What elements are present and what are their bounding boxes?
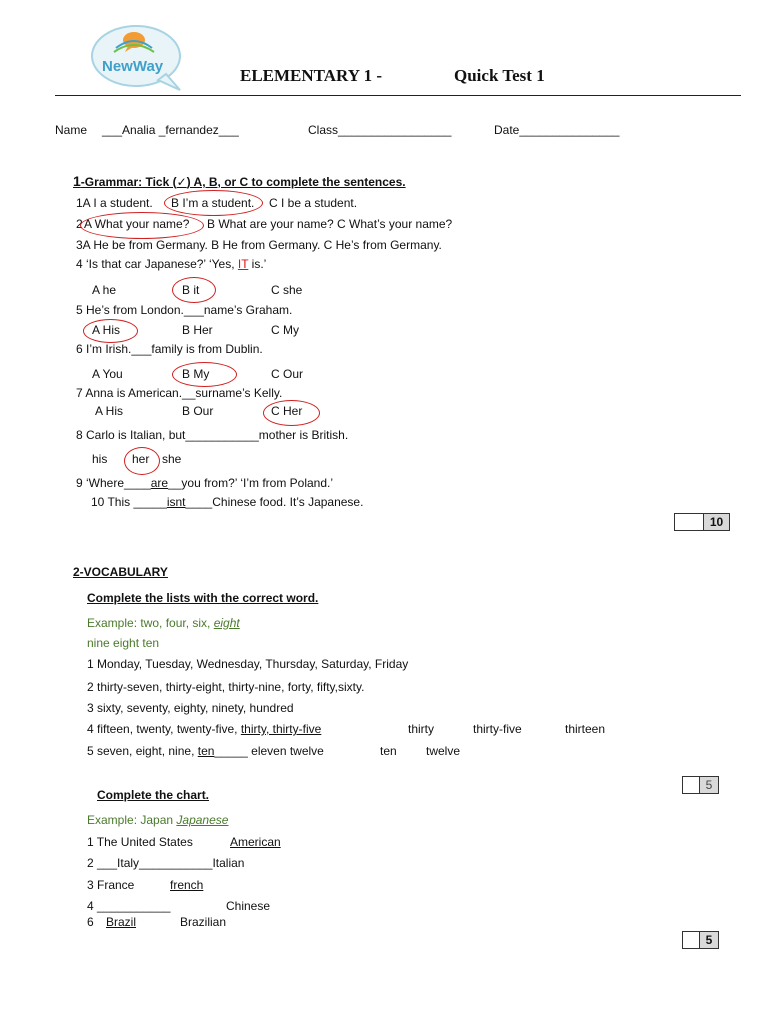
page-subtitle: Quick Test 1 [454,66,545,85]
vocabulary-item-5-option: ten [380,744,397,758]
answer-circle [80,212,204,239]
question-4-option-c[interactable]: C she [271,283,303,297]
name-label: Name [55,123,88,137]
chart-row-2[interactable]: 2 ___Italy___________Italian [87,856,245,870]
question-1: 1A I a student. [76,196,153,210]
question-4-option-b[interactable]: B it [182,283,200,297]
vocabulary-item-4-option: thirteen [565,722,606,736]
question-8-option-a[interactable]: his [92,452,108,466]
chart-example-answer: Japanese [176,813,229,827]
question-2-number: 2 [76,217,83,231]
question-6-option-b[interactable]: B My [182,367,210,381]
chart-row-6-answer[interactable]: Brazil [106,915,137,929]
chart-row-3-answer[interactable]: french [170,878,204,892]
newway-logo-icon [88,16,188,96]
question-3: 3A He be from Germany. B He from Germany. C He’s from Germany. [76,238,442,252]
score-blank [683,777,700,793]
vocabulary-item-4-text: 4 fifteen, twenty, twenty-five, [87,722,241,736]
question-5-option-c[interactable]: C My [271,323,299,337]
question-8-option-b[interactable]: her [132,452,150,466]
question-2-options: B What are your name? C What’s your name? [207,217,453,231]
vocabulary-item-2: 2 thirty-seven, thirty-eight, thirty-nine, forty, fifty,sixty. [87,680,365,694]
question-7-option-b[interactable]: B Our [182,404,214,418]
vocabulary-example-label: Example: two, four, six, [87,616,214,630]
grammar-heading [73,173,406,189]
vocabulary-item-5-text: 5 seven, eight, nine, [87,744,198,758]
vocabulary-score: 5 [700,777,718,793]
question-9-text-b: __you from?’ ‘I’m from Poland.’ [168,476,334,490]
vocabulary-instruction: Complete the lists with the correct word. [87,591,319,605]
chart-instruction: Complete the chart. [97,788,210,802]
date-field[interactable]: Date_______________ [494,123,620,137]
answer-circle [83,319,138,343]
question-5: 5 He’s from London.___name’s Graham. [76,303,293,317]
chart-row-6-nationality: Brazilian [180,915,227,929]
question-10-answer[interactable]: isnt [166,495,186,509]
vocabulary-item-5-option: twelve [426,744,461,758]
vocabulary-item-5-answer[interactable]: ten [197,744,215,758]
question-4 [76,257,266,271]
grammar-score: 10 [704,514,729,530]
vocabulary-item-4-option: thirty-five [473,722,522,736]
grammar-score-box [674,513,730,531]
chart-example [87,813,228,827]
chart-row-1-answer[interactable]: American [230,835,281,849]
chart-row-4-blank[interactable]: 4 ___________ [87,899,171,913]
vocabulary-heading: 2-VOCABULARY [73,565,168,579]
answer-circle [164,190,263,216]
vocabulary-item-4-answer[interactable]: thirty, thirty-five [240,722,322,736]
class-field[interactable]: Class_________________ [308,123,452,137]
score-blank [675,514,704,530]
chart-score-box [682,931,719,949]
name-field[interactable]: ___Analia _fernandez___ [102,123,239,137]
question-5-option-a[interactable]: A His [92,323,121,337]
question-4-option-a[interactable]: A he [92,283,117,297]
vocabulary-item-4 [87,722,321,736]
question-4-answer: IT [237,257,249,271]
question-1-option-c[interactable]: C I be a student. [269,196,358,210]
vocabulary-score-box [682,776,719,794]
question-10-text-a: 10 This _____ [91,495,167,509]
question-6-option-a[interactable]: A You [92,367,123,381]
word-bank: nine eight ten [87,636,160,650]
chart-row-3-country: 3 France [87,878,135,892]
question-4-text-a: 4 ‘Is that car Japanese?’ ‘Yes, [76,257,238,271]
question-2-option-a[interactable]: A What your name? [84,217,190,231]
question-4-text-b: is.’ [248,257,267,271]
header-divider [55,95,741,96]
vocabulary-item-5 [87,744,324,758]
answer-circle [124,447,160,475]
vocabulary-item-3: 3 sixty, seventy, eighty, ninety, hundred [87,701,294,715]
question-9-answer[interactable]: are [150,476,169,490]
question-9 [76,476,333,490]
grammar-heading-num: 1 [73,173,81,189]
grammar-heading-text-b: ) A, B, or C to complete the sentences. [186,175,406,189]
logo-text: NewWay [102,58,164,75]
vocabulary-item-4-option: thirty [408,722,435,736]
chart-row-6-number: 6 [87,915,94,929]
question-10 [91,495,363,509]
question-10-text-b: ____Chinese food. It’s Japanese. [185,495,364,509]
question-5-option-b[interactable]: B Her [182,323,213,337]
question-6-option-c[interactable]: C Our [271,367,304,381]
question-7-option-c[interactable]: C Her [271,404,303,418]
question-7-option-a[interactable]: A His [95,404,124,418]
chart-score: 5 [700,932,718,948]
question-9-text-a: 9 ‘Where____ [76,476,151,490]
question-8-option-c[interactable]: she [162,452,182,466]
answer-circle [172,362,237,387]
chart-row-1-country: 1 The United States [87,835,193,849]
vocabulary-item-5-after: _____ eleven twelve [214,744,324,758]
question-6: 6 I’m Irish.___family is from Dublin. [76,342,263,356]
page-title: ELEMENTARY 1 - [240,66,383,85]
chart-row-4-nationality: Chinese [226,899,271,913]
logo [88,16,188,96]
vocabulary-example-answer: eight [213,616,240,630]
question-8: 8 Carlo is Italian, but___________mother is British. [76,428,349,442]
score-blank [683,932,700,948]
grammar-heading-text-a: -Grammar: Tick ( [80,175,177,189]
tick-icon: ✓ [176,175,187,189]
chart-example-label: Example: Japan [87,813,177,827]
question-7: 7 Anna is American.__surname’s Kelly. [76,386,283,400]
answer-circle [172,277,216,303]
vocabulary-item-1: 1 Monday, Tuesday, Wednesday, Thursday, Saturday, Friday [87,657,409,671]
question-1-option-b[interactable]: B I’m a student. [171,196,255,210]
vocabulary-example [87,616,240,630]
answer-circle [263,400,320,426]
